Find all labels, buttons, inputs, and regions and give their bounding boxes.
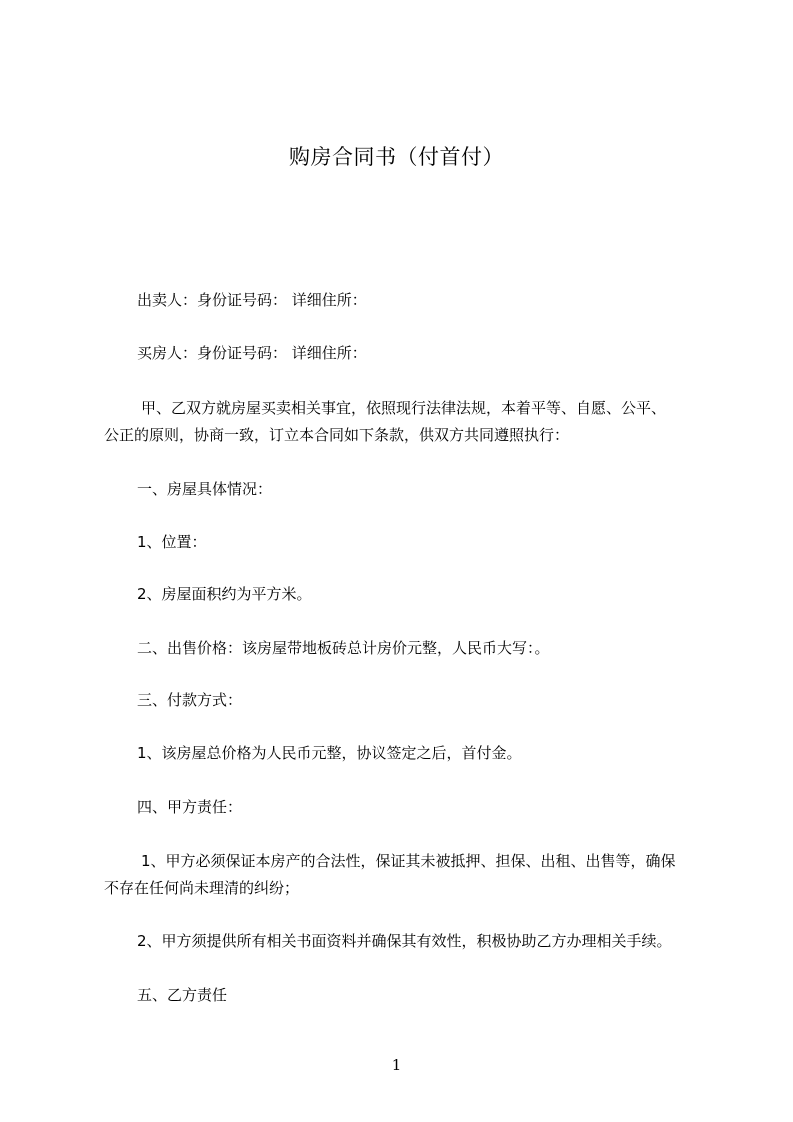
buyer-line: 买房人：身份证号码： 详细住所： [137, 344, 367, 362]
clause-party-a-1-line-2: 不存在任何尚未理清的纠纷； [104, 879, 300, 897]
section-heading-price: 二、出售价格：该房屋带地板砖总计房价元整，人民币大写：。 [137, 639, 550, 657]
clause-party-a-2: 2、甲方须提供所有相关书面资料并确保其有效性，积极协助乙方办理相关手续。 [137, 932, 672, 950]
section-heading-party-a: 四、甲方责任： [137, 798, 243, 816]
section-heading-payment: 三、付款方式： [137, 691, 243, 709]
preamble-line-1: 甲、乙双方就房屋买卖相关事宜，依照现行法律法规，本着平等、自愿、公平、 [141, 399, 667, 417]
page-number: 1 [391, 1056, 402, 1074]
preamble-line-2: 公正的原则，协商一致，订立本合同如下条款，供双方共同遵照执行： [104, 426, 570, 444]
document-title: 购房合同书（付首付） [289, 145, 504, 169]
section-heading-property: 一、房屋具体情况： [137, 480, 273, 498]
clause-party-a-1-line-1: 1、甲方必须保证本房产的合法性，保证其未被抵押、担保、出租、出售等，确保 [141, 852, 676, 870]
clause-location: 1、位置： [137, 533, 207, 551]
clause-area: 2、房屋面积约为平方米。 [137, 585, 312, 603]
seller-line: 出卖人：身份证号码： 详细住所： [137, 291, 367, 309]
clause-payment-total: 1、该房屋总价格为人民币元整，协议签定之后，首付金。 [137, 744, 522, 762]
section-heading-party-b: 五、乙方责任 [137, 986, 228, 1004]
